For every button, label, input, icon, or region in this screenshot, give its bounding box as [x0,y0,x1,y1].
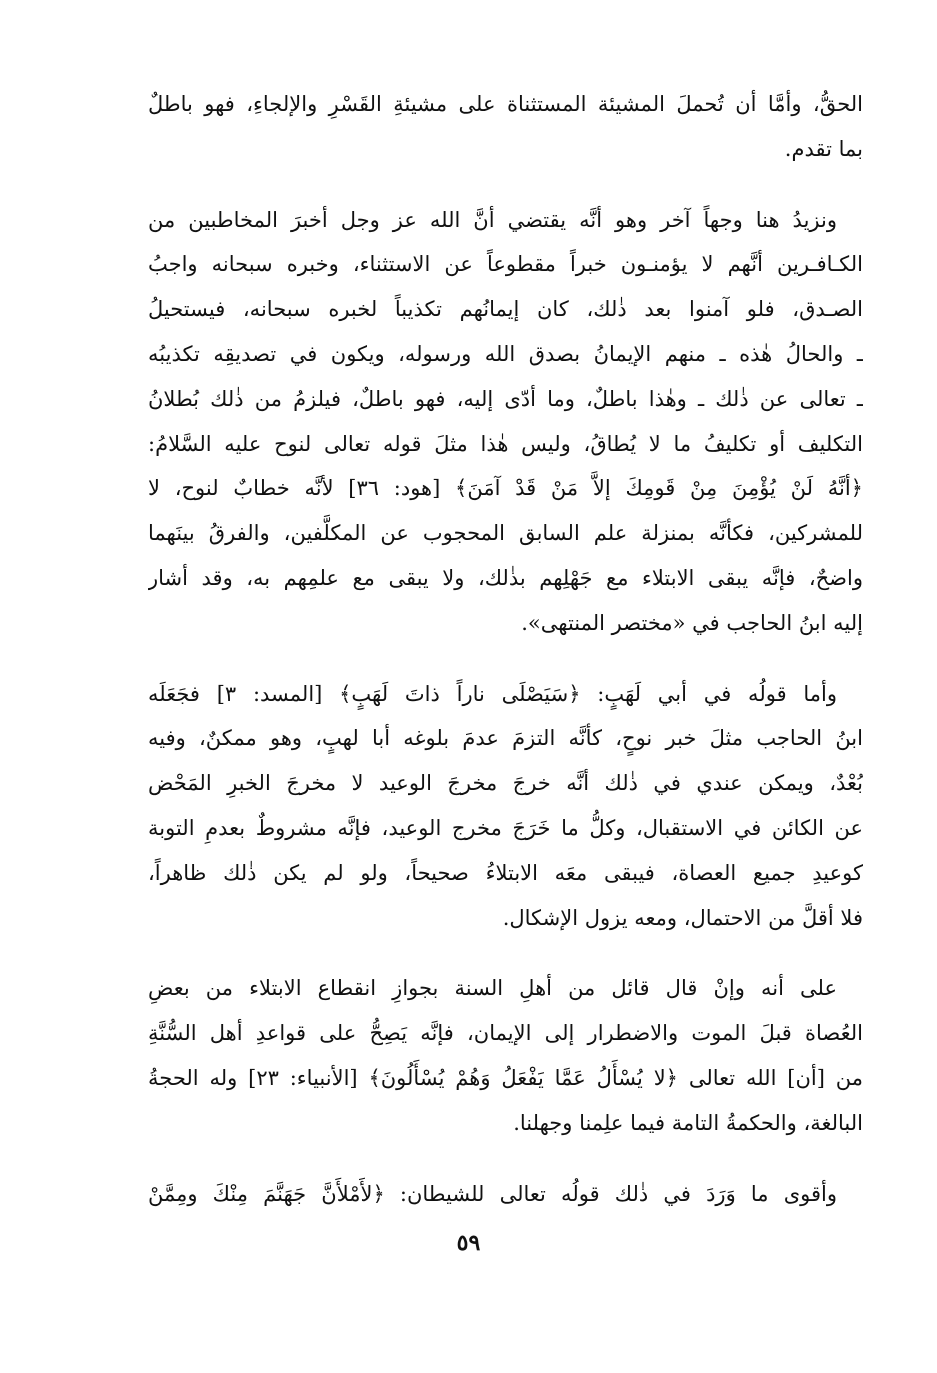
paragraph-gap [148,646,863,672]
text-line: الصـدق، فلو آمنوا بعد ذٰلك، كان إيمانُهم تكذيباً لخبره سبحانه، فيستحيلُ [148,297,863,322]
text-line: كوعيدِ جميع العصاة، فيبقى معَه الابتلاءُ صحيحاً، ولو لم يكن ذٰلك ظاهراً، [148,860,863,885]
text-line: البالغة، والحكمةُ التامة فيما علِمنا وجهلنا. [513,1110,863,1135]
paragraph-2 [148,198,863,646]
body-text [148,82,863,1216]
paragraph-gap [148,172,863,198]
text-line: ونزيدُ هنا وجهاً آخر وهو أنَّه يقتضي أنَّ الله عز وجل أخبرَ المخاطبين من [148,207,837,232]
text-line: ﴿أنَّهُ لَنْ يُؤْمِنَ مِنْ قَومِكَ إلاَّ مَنْ قَدْ آمَنَ﴾ [هود: ٣٦] لأنَّه خطابٌ لنوح، لا [148,476,863,501]
text-line: الكـافـرين أنَّهم لا يؤمنـون خبراً مقطوعاً عن الاستثناء، وخبره سبحانه واجبُ [148,252,863,277]
text-line: وأما قولُه في أبي لَهَبٍ: ﴿سَيَصْلَى ناراً ذاتَ لَهَبٍ﴾ [المسد: ٣] فجَعَلَه [148,681,837,706]
text-line: فلا أقلَّ من الاحتمال، ومعه يزول الإشكال. [502,905,863,930]
paragraph-3 [148,672,863,941]
paragraph-5 [148,1172,863,1217]
text-line: من [أن] الله تعالى ﴿لا يُسْأَلُ عَمَّا يَفْعَلُ وَهُمْ يُسْأَلُونَ﴾ [الأنبياء: ٢٣] وله الحجةُ [148,1065,863,1090]
text-line: العُصاة قبلَ الموت والاضطرار إلى الإيمان، فإنَّه يَصِحُّ على قواعدِ أهل السُّنَّةِ [148,1021,863,1046]
text-line: وأقوى ما وَرَدَ في ذٰلك قولُه تعالى للشيطان: ﴿لأَمْلأَنَّ جَهَنَّمَ مِنْكَ ومِمَّنْ [148,1181,837,1206]
text-line: واضحٌ، فإنَّه يبقى الابتلاء مع جَهْلِهم بذٰلك، ولا يبقى مع علمِهم به، وقد أشار [148,565,863,590]
paragraph-gap [148,1146,863,1172]
text-line: عن الكائن في الاستقبال، وكلُّ ما خَرَجَ مخرج الوعيد، فإنَّه مشروطٌ بعدمِ التوبة [148,815,863,840]
paragraph-gap [148,940,863,966]
text-line: للمشركين، فكأنَّه بمنزلة علم السابق المحجوب عن المكلَّفين، والفرقُ بينَهما [148,521,863,546]
text-line: إليه ابنُ الحاجب في «مختصر المنتهى». [521,610,863,635]
paragraph-4 [148,966,863,1145]
paragraph-1 [148,82,863,172]
text-line: التكليف أو تكليفُ ما لا يُطاقُ، وليس هٰذا مثلَ قوله تعالى لنوح عليه السَّلامُ: [148,431,863,456]
text-line: على أنه وإنْ قال قائل من أهلِ السنة بجوازِ انقطاع الابتلاء من بعضِ [148,976,837,1001]
text-line: بُعْدٌ، ويمكن عندي في ذٰلك أنَّه خرجَ مخرجَ الوعيد لا مخرجَ الخبرِ المَحْض [148,771,863,796]
text-line: ـ تعالى عن ذٰلك ـ وهٰذا باطلٌ، وما أدّى إليه، فهو باطلٌ، فيلزمُ من ذٰلك بُطلانُ [148,386,863,411]
text-line: بما تقدم. [784,136,863,161]
text-line: الحقُّ، وأمَّا أن تُحملَ المشيئة المستثناة على مشيئةِ القَسْرِ والإلجاءِ، فهو باطلٌ [148,92,863,116]
page-number: ٥٩ [456,1230,481,1256]
text-line: ـ والحالُ هٰذه ـ منهم الإيمانُ بصدق الله ورسوله، ويكون في تصديقِه تكذيبُه [148,341,863,366]
text-line: ابنُ الحاجب مثلَ خبر نوحٍ، كأنَّه التزمَ عدمَ بلوغه أبا لهبٍ، وهو ممكنٌ، وفيه [148,726,863,751]
